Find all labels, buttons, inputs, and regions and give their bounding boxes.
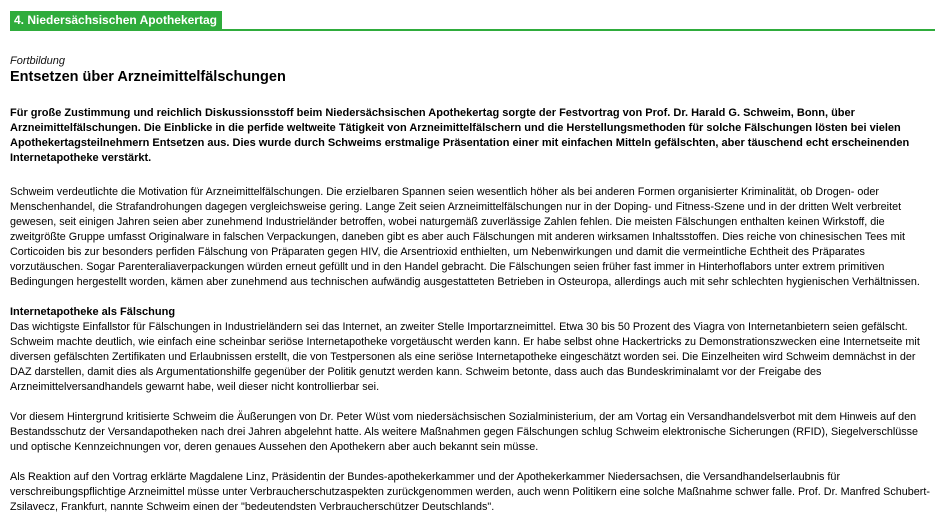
article-paragraph-2: Das wichtigste Einfallstor für Fälschungen in Industrieländern sei das Internet, an zweiter Stelle Importarzneimittel. Etwa 30 bis 50 Prozent des Viagra von Internetanbietern seien gefälscht. Schweim machte deutlich, wie einfach eine scheinbar seriöse Internetapotheke vorgetäuscht werden kann. Er habe selbst ohne Hackertricks zu Demonstrationszwecken eine Internetseite mit diversen gefälschten Zertifikaten und Erlaubnissen erstellt, die von Testpersonen als eine seriöse Internetapotheke eingeschätzt worden sei. Die Einzelheiten wird Schweim demnächst in der DAZ darstellen, damit dies als Argumentationshilfe gegenüber der Politik genutzt werden kann. Schweim betonte, dass auch das Bundeskriminalamt vor der Freigabe des Arzneimittelversandhandels gewarnt habe, weil dieser nicht kontrollierbar sei.	[10, 321, 920, 393]
article-lead: Für große Zustimmung und reichlich Diskussionsstoff beim Niedersächsischen Apothekertag sorgte der Festvortrag von Prof. Dr. Harald G. Schweim, Bonn, über Arzneimittelfälschungen. Die Einblicke in die perfide weltweite Tätigkeit von Arzneimittelfälschern und die Herstellungsmethoden für solche Fälschungen lösten bei vielen Apothekertagsteilnehmern Entsetzen aus. Dies wurde durch Schweims erstmalige Präsentation einer mit einfachen Mitteln gefälschten, aber täuschend echt erscheinenden Internetapotheke verstärkt.	[10, 107, 910, 164]
article-paragraph-1: Schweim verdeutlichte die Motivation für Arzneimittelfälschungen. Die erzielbaren Spannen seien wesentlich höher als bei anderen Formen organisierter Kriminalität, ob Drogen- oder Menschenhandel, die Strafandrohungen dagegen vergleichsweise gering. Lange Zeit seien Arzneimittelfälschungen nur in der Doping- und Fitness-Szene und in der dritten Welt verbreitet gewesen, seit einigen Jahren seien aber zunehmend Industrieländer betroffen, wobei naturgemäß zuverlässige Zahlen fehlen. Die meisten Fälschungen enthalten keinen Wirkstoff, die zweitgrößte Gruppe umfasst Originalware in falschen Verpackungen, daneben gibt es aber auch Fälschungen mit anderen wirksamen Inhaltsstoffen. Dies reiche von chinesischen Tees mit Corticoiden bis zur besonders perfiden Fälschung von Präparaten gegen HIV, die Arsentrioxid enthielten, um Nebenwirkungen und damit die vermeintliche Echtheit des Präparates vorzutäuschen. Sogar Parenteraliaverpackungen würden erneut gefüllt und in den Handel gebracht. Die Fälschungen seien früher fast immer in Hinterhoflabors unter extrem primitiven Bedingungen hergestellt worden, kämen aber zunehmend aus technischen aufwändig ausgestatteten Betrieben in Osteuropa, allerdings auch mit sehr schlechten hygienischen Verhältnissen.	[10, 186, 920, 288]
section-tab: 4. Niedersächsischen Apothekertag	[10, 11, 222, 29]
article-subheading: Internetapotheke als Fälschung	[10, 306, 176, 318]
article-kicker: Fortbildung	[10, 55, 66, 67]
section-header-bar	[10, 11, 935, 31]
article	[10, 54, 935, 529]
article-paragraph-3: Vor diesem Hintergrund kritisierte Schweim die Äußerungen von Dr. Peter Wüst vom niedersächsischen Sozialministerium, der am Vortag ein Versandhandelsverbot mit dem Hinweis auf den Bestandsschutz der Versandapotheken nach drei Jahren abgelehnt hatte. Als weitere Maßnahmen gegen Fälschungen schlug Schweim elektronische Sicherungen (RFID), Siegelverschlüsse und optische Kennzeichnungen vor, deren genaues Aussehen den Apothekern aber auch bekannt sein müsse.	[10, 411, 919, 453]
article-paragraph-4: Als Reaktion auf den Vortrag erklärte Magdalene Linz, Präsidentin der Bundes-apothekerkammer und der Apothekerkammer Niedersachsen, die Versandhandelserlaubnis für verschreibungspflichtige Arzneimittel müsse unter Verbraucherschutzaspekten zurückgenommen werden, auch wenn Politikern eine solche Maßnahme schwer falle. Prof. Dr. Manfred Schubert-Zsilavecz, Frankfurt, nannte Schweim einen der "bedeutendsten Verbraucherschützer Deutschlands".	[10, 471, 930, 513]
article-title: Entsetzen über Arzneimittelfälschungen	[10, 69, 286, 85]
